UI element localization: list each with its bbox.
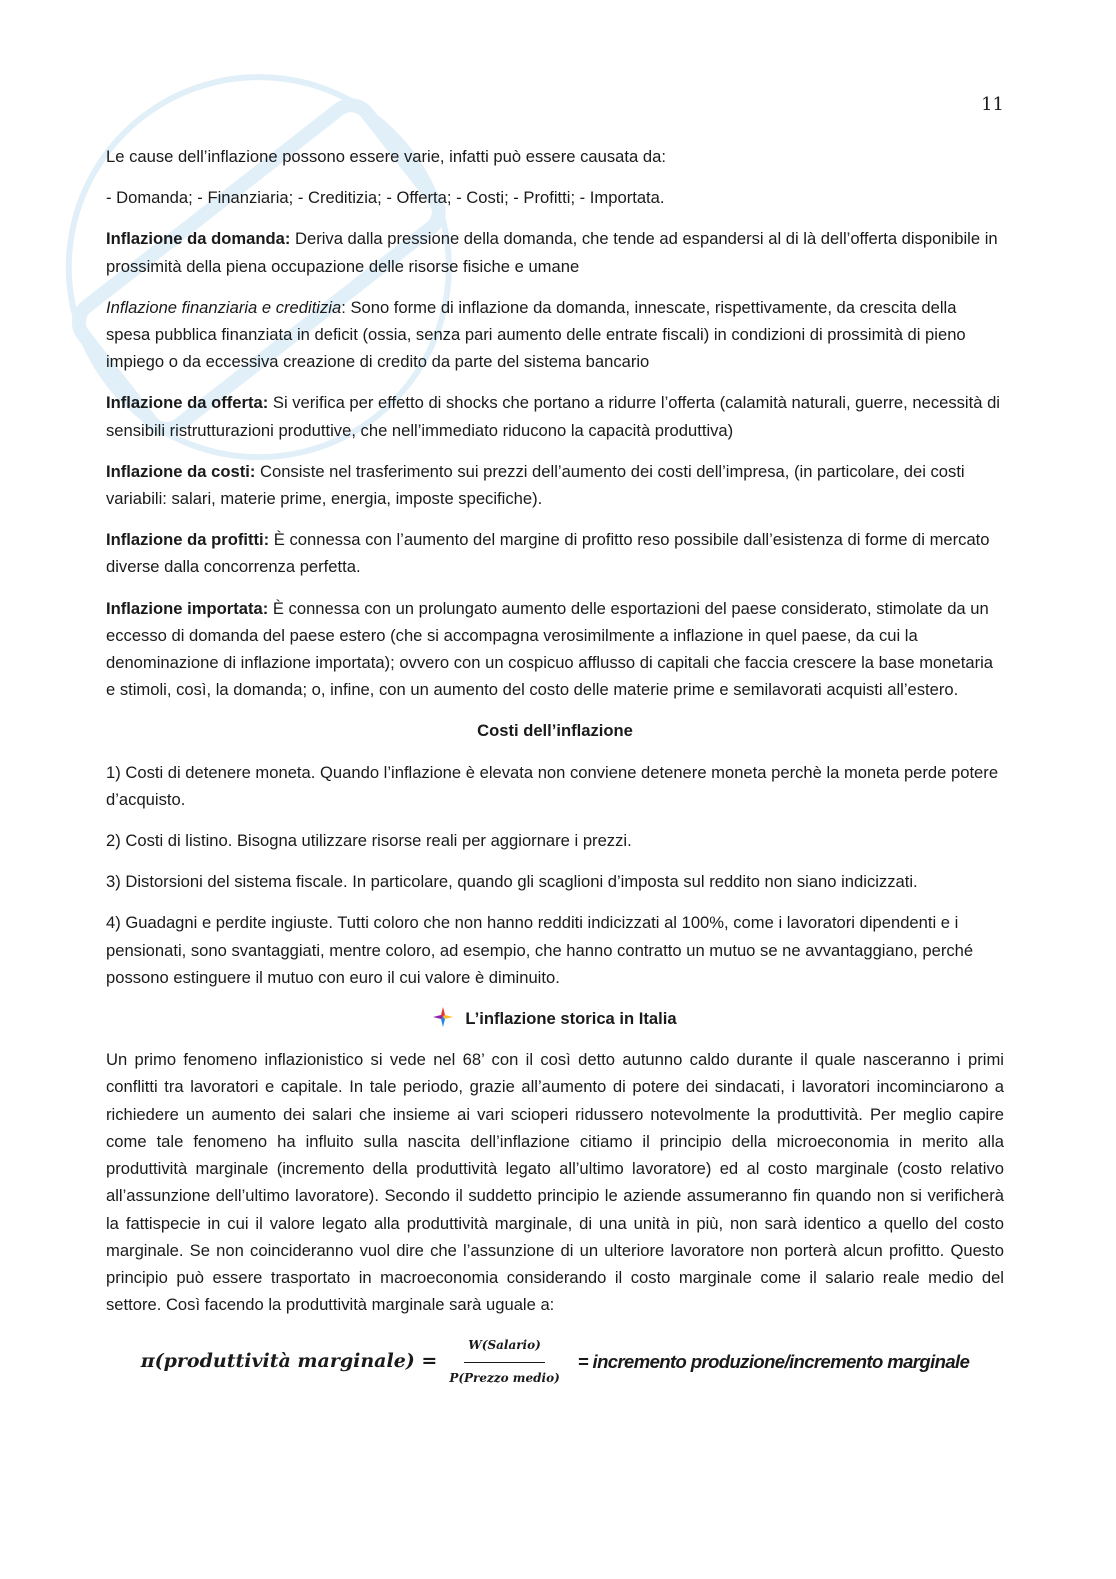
document-body [106,143,1004,1392]
cost-item-3: 3) Distorsioni del sistema fiscale. In particolare, quando gli scaglioni d’imposta sul reddito non siano indicizzati. [106,872,918,892]
cost-item-1: 1) Costi di detenere moneta. Quando l’inflazione è elevata non conviene detenere moneta perchè la moneta perde potere d’acquisto. [106,762,999,809]
formula-numerator: W(Salario) [464,1332,545,1362]
definition-supply-inflation [106,389,1004,443]
term-demand-inflation: Inflazione da domanda: [106,229,291,249]
productivity-formula [106,1332,1004,1391]
definition-text: Deriva dalla pressione della domanda, che tende ad espandersi al di là dell’offerta disponibile in prossimità della piena occupazione delle risorse fisiche e umane [106,229,998,276]
definition-text: Si verifica per effetto di shocks che portano a ridurre l’offerta (calamità naturali, guerre, necessità di sensibili ristrutturazioni produttive, che nell’immediato riducono la capacità produttiva) [106,393,1000,440]
page-number: 11 [981,94,1004,115]
term-cost-inflation: Inflazione da costi: [106,461,256,481]
term-profit-inflation: Inflazione da profitti: [106,530,270,550]
formula-fraction [445,1332,563,1391]
definition-financial-inflation [106,294,1004,376]
intro-sentence: Le cause dell’inflazione possono essere varie, infatti può essere causata da: [106,147,666,166]
definition-text: È connessa con un prolungato aumento delle esportazioni del paese considerato, stimolate da un eccesso di domanda del paese estero (che si accompagna verosimilmente a inflazione in quel paese, da cui la denominazione di inflazione importata); ovvero con un cospicuo afflusso di capitali che faccia crescere la base monetaria e stimoli, così, la domanda; o, infine, con un aumento del costo delle materie prime e semilavorati acquisti all’estero. [106,598,994,700]
definition-text: : Sono forme di inflazione da domanda, innescate, rispettivamente, da crescita della spesa pubblica finanziata in deficit (ossia, senza pari aumento delle entrate fiscali) in condizioni di prossimità di pieno impiego o da eccessiva creazione di credito da parte del sistema bancario [106,297,966,372]
formula-rhs: = incremento produzione/incremento marginale [577,1351,970,1373]
cost-item-2: 2) Costi di listino. Bisogna utilizzare risorse reali per aggiornare i prezzi. [106,831,632,851]
formula-lhs: π(produttività marginale) = [140,1350,438,1373]
definition-text: Consiste nel trasferimento sui prezzi dell’aumento dei costi dell’impresa, (in particolare, dei costi variabili: salari, materie prime, energia, imposte specifiche). [106,461,965,509]
intro-list: - Domanda; - Finanziaria; - Creditizia; - Offerta; - Costi; - Profitti; - Importata. [106,188,665,208]
four-point-star-bullet-icon [433,1007,453,1027]
definition-imported-inflation [106,595,1004,704]
term-imported-inflation: Inflazione importata: [106,598,269,618]
definition-text: È connessa con l’aumento del margine di profitto reso possibile dall’esistenza di forme di mercato diverse dalla concorrenza perfetta. [106,530,990,577]
history-heading-text: L’inflazione storica in Italia [465,1009,677,1029]
cost-item-4: 4) Guadagni e perdite ingiuste. Tutti coloro che non hanno redditi indicizzati al 100%, come i lavoratori dipendenti e i pensionati, sono svantaggiati, mentre coloro, ad esempio, che hanno contratto un mutuo se ne avvantaggiano, perché possono estinguere il mutuo con euro il cui valore è diminuito. [106,913,974,987]
definition-demand-inflation [106,225,1004,279]
costs-heading: Costi dell’inflazione [477,721,633,741]
definition-profit-inflation [106,526,1004,580]
history-heading [106,1005,1004,1032]
term-supply-inflation: Inflazione da offerta: [106,393,269,413]
history-paragraph: Un primo fenomeno inflazionistico si vede nel 68’ con il così detto autunno caldo durante il quale nasceranno i primi conflitti tra lavoratori e capitale. In tale periodo, grazie all’aumento di potere dei sindacati, i lavoratori incominciarono a richiedere un aumento dei salari che insieme ai vari scioperi ridussero notevolmente la produttività. Per meglio capire come tale fenomeno ha influito sulla nascita dell’inflazione citiamo il principio della microeconomia in merito alla produttività marginale (incremento della produttività legato all’ultimo lavoratore) ed al costo marginale (costo relativo all’assunzione dell’ultimo lavoratore). Secondo il suddetto principio le aziende assumeranno fin quando non si verificherà la fattispecie in cui il valore legato alla produttività marginale, di una unità in più, non sarà identico a quello del costo marginale. Se non coincideranno vuol dire che l’assunzione di un ulteriore lavoratore non porterà alcun profitto. Questo principio può essere trasportato in macroeconomia considerando il costo marginale come il salario reale medio del settore. Così facendo la produttività marginale sarà uguale a: [106,1050,1004,1315]
term-financial-inflation: Inflazione finanziaria e creditizia [106,297,342,317]
formula-denominator: P(Prezzo medio) [449,1370,560,1385]
definition-cost-inflation [106,458,1004,512]
